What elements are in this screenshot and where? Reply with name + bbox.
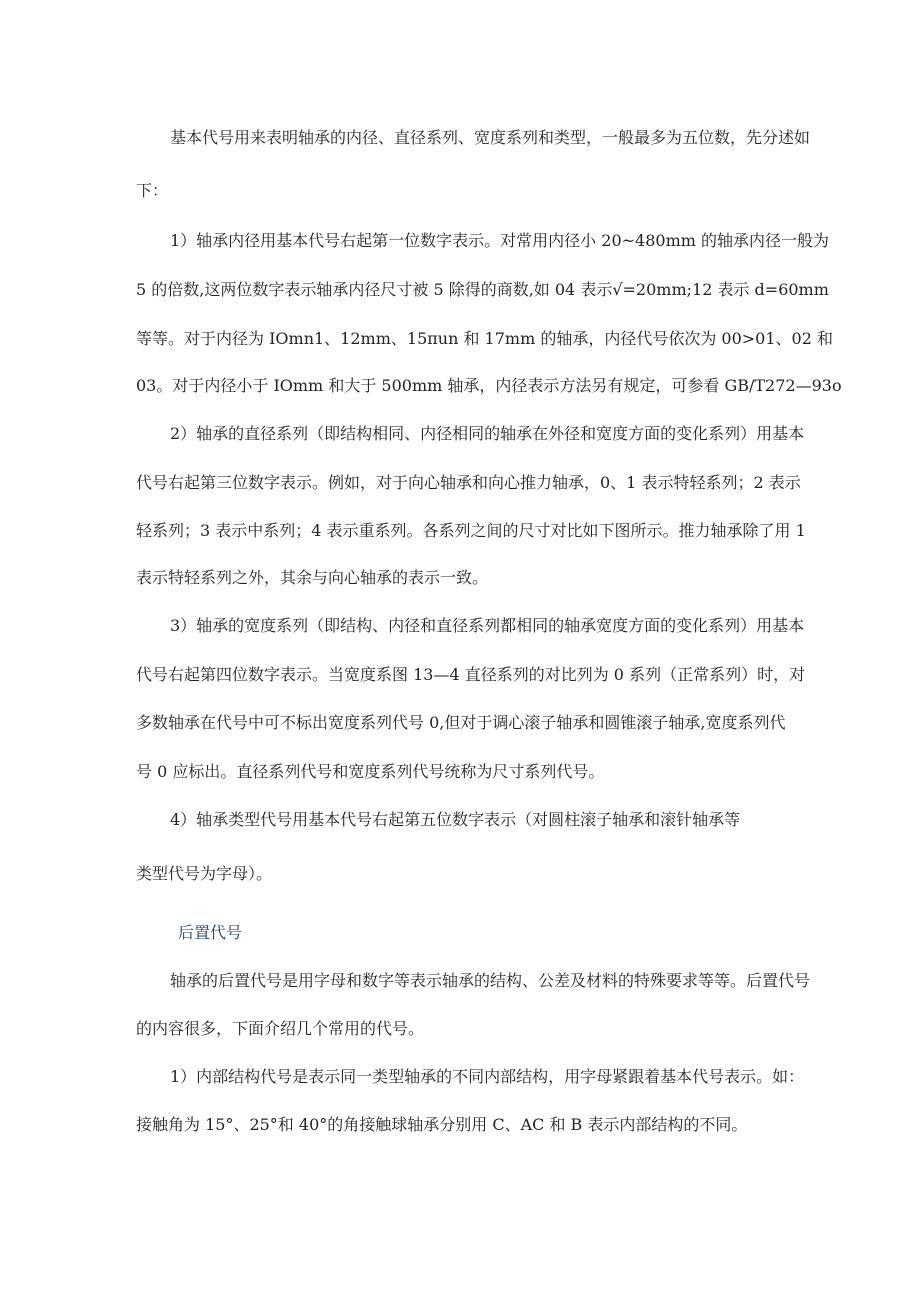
suffix-item1-line-1: 1）内部结构代号是表示同一类型轴承的不同内部结构，用字母紧跟着基本代号表示。如：	[170, 1067, 805, 1086]
item2-line-4: 表示特轻系列之外，其余与向心轴承的表示一致。	[136, 568, 489, 587]
item2-line-2: 代号右起第三位数字表示。例如，对于向心轴承和向心推力轴承，0、1 表示特轻系列；2 表示	[136, 473, 801, 492]
item1-line-2: 5 的倍数,这两位数字表示轴承内径尺寸被 5 除得的商数,如 04 表示√=20mm;12 表示 d=60mm	[136, 280, 829, 299]
suffix-code-heading: 后置代号	[178, 923, 243, 942]
item1-line-3: 等等。对于内径为 IOmn1、12mm、15πun 和 17mm 的轴承，内径代号依次为 00>01、02 和	[136, 329, 833, 348]
item1-line-1: 1）轴承内径用基本代号右起第一位数字表示。对常用内径小 20~480mm 的轴承内径一般为	[170, 231, 830, 250]
suffix-intro-line-2: 的内容很多，下面介绍几个常用的代号。	[136, 1019, 425, 1038]
basic-code-line-2: 下：	[136, 181, 169, 200]
item2-line-3: 轻系列；3 表示中系列；4 表示重系列。各系列之间的尺寸对比如下图所示。推力轴承除了用 1	[136, 521, 806, 540]
item2-line-1: 2）轴承的直径系列（即结构相同、内径相同的轴承在外径和宽度方面的变化系列）用基本	[170, 424, 805, 443]
item3-line-4: 号 0 应标出。直径系列代号和宽度系列代号统称为尺寸系列代号。	[136, 762, 605, 781]
suffix-item1-line-2: 接触角为 15°、25°和 40°的角接触球轴承分别用 C、AC 和 B 表示内部结构的不同。	[136, 1115, 748, 1134]
suffix-intro-line-1: 轴承的后置代号是用字母和数字等表示轴承的结构、公差及材料的特殊要求等等。后置代号	[170, 971, 811, 990]
item1-line-4: 03。对于内径小于 IOmm 和大于 500mm 轴承，内径表示方法另有规定，可参看 GB/T272—93o	[136, 376, 842, 395]
item3-line-1: 3）轴承的宽度系列（即结构、内径和直径系列都相同的轴承宽度方面的变化系列）用基本	[170, 616, 805, 635]
item3-line-2: 代号右起第四位数字表示。当宽度系图 13—4 直径系列的对比列为 0 系列（正常系列）时，对	[136, 665, 806, 684]
item3-line-3: 多数轴承在代号中可不标出宽度系列代号 0,但对于调心滚子轴承和圆锥滚子轴承,宽度系列代	[136, 713, 786, 732]
item4-line-2: 类型代号为字母）。	[136, 864, 273, 883]
basic-code-line-1: 基本代号用来表明轴承的内径、直径系列、宽度系列和类型，一般最多为五位数，先分述如	[170, 128, 811, 147]
item4-line-1: 4）轴承类型代号用基本代号右起第五位数字表示（对圆柱滚子轴承和滚针轴承等	[170, 810, 741, 829]
